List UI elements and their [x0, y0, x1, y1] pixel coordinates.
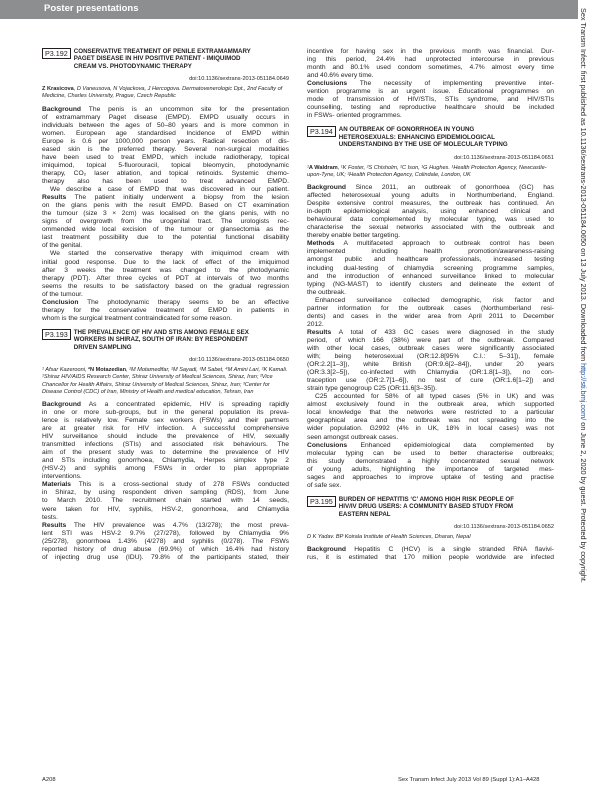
- body-line: [307, 401, 554, 409]
- body-line: [42, 226, 289, 234]
- body-line: [307, 208, 554, 216]
- body-line: [42, 481, 289, 489]
- body-text: reported history of drug abuse (69.9%) of which 16.4% had history: [42, 545, 289, 553]
- body-line: [42, 433, 289, 441]
- body-text: individuals between the ages of 50–80 years and is more common in: [42, 121, 289, 129]
- section-banner: [0, 0, 578, 19]
- body-line: [42, 154, 289, 162]
- body-line: [307, 425, 554, 433]
- body-line: [42, 114, 289, 122]
- body-line: [307, 240, 554, 248]
- body-text: whom is the surgical treatment contraindicated for some reason.: [42, 314, 232, 322]
- body-text: in FSWs- oriented programmes.: [307, 112, 402, 120]
- body-line: [42, 218, 289, 226]
- body-text: this study demonstrated a highly concentrated sexual network: [307, 457, 554, 465]
- section-heading: Conclusions: [307, 80, 348, 88]
- body-line: [42, 267, 289, 275]
- body-line: [42, 242, 289, 250]
- body-line: [307, 112, 554, 120]
- abstract-body-p3-194: [307, 184, 554, 490]
- body-line: [42, 401, 289, 409]
- body-line: [307, 385, 554, 393]
- body-line: [42, 417, 289, 425]
- abstract-code: P3.193: [42, 329, 71, 340]
- body-line: [307, 72, 554, 80]
- author-prefix: ¹ Afsar Kazerooni,: [42, 367, 89, 374]
- body-text: interventions.: [42, 473, 82, 481]
- body-text: ing this period, 24.4% had unprotected intercourse in previous: [307, 56, 554, 64]
- body-text: We started the conservative therapy with imiquimod cream with: [50, 250, 289, 258]
- body-line: [42, 234, 289, 242]
- body-text: characterise the sexual networks associated with the outbreak and: [307, 224, 554, 232]
- body-text: seen amongst outbreak cases.: [307, 433, 399, 441]
- body-line: [307, 442, 554, 450]
- body-text: rus, it is estimated that 170 million people worldwide are infected: [307, 554, 554, 562]
- body-text: mode of transmission of HIV/STIs, STIs syndrome, and HIV/STIs: [307, 96, 554, 104]
- body-line: [42, 291, 289, 299]
- body-text: eased skin is the preferred therapy. Several non-surgical modalities: [42, 145, 289, 153]
- body-line: [307, 248, 554, 256]
- body-line: [42, 275, 289, 283]
- body-text: strain type genogroup C25 (OR:11.6[3–35]).: [307, 385, 437, 393]
- presenting-author: ²N Motazedian: [88, 367, 127, 374]
- body-text: to March 2010. The recruitment chain started with 14 seeds,: [42, 497, 289, 505]
- body-text: vention programme is an urgent issue. Educational programmes on: [307, 88, 554, 96]
- body-text: Despite extensive control measures, the outbreak has continued. An: [307, 200, 554, 208]
- body-text: with; being heterosexual (OR:12.8[95% C.I.: 5–31]), female: [307, 353, 554, 361]
- section-heading: Background: [307, 546, 347, 554]
- body-line: [42, 315, 289, 323]
- body-text: period, of which 166 (38%) were part of the outbreak. Compared: [307, 336, 554, 344]
- body-text: wider population. G2992 (4% in UK, 18% in local cases) was not: [307, 425, 554, 433]
- body-text: (25/278), gonorrhoea 1.43% (4/278) and syphilis (0/278). The FSWs: [42, 537, 289, 545]
- body-text: after 3 weeks the treatment was changed to the photodynamic: [42, 266, 289, 274]
- right-column: [307, 48, 554, 562]
- body-line: [307, 256, 554, 264]
- body-line: [307, 474, 554, 482]
- body-line: [307, 337, 554, 345]
- body-line: [42, 538, 289, 546]
- body-line: [42, 186, 289, 194]
- body-line: [307, 273, 554, 281]
- body-line: [42, 441, 289, 449]
- body-line: [307, 377, 554, 385]
- body-line: [42, 465, 289, 473]
- section-heading: Results: [42, 194, 67, 202]
- body-line: [42, 122, 289, 130]
- body-line: [307, 265, 554, 273]
- body-line: [307, 458, 554, 466]
- body-line: [307, 56, 554, 64]
- body-line: [42, 170, 289, 178]
- author-affiliations: , ¹K Foster, ²S Chisholm, ²C Ison, ¹G Hughes. ¹Health Protection Agency, Newcastle-upon-Tyne, UK; ²Health Protection Agency, Colindale, London, UK: [307, 164, 547, 178]
- abstract-body-p3-193: [42, 401, 289, 562]
- body-text: The photodynamic therapy seems to be an effective: [78, 298, 289, 306]
- body-line: [307, 216, 554, 224]
- body-text: therapy, CO₂ laser ablation, and topical retinoids. Systemic chemo-: [42, 170, 289, 177]
- body-text: are at greater risk for HIV infection. A successful comprehensive: [42, 425, 289, 433]
- body-line: [307, 321, 554, 329]
- body-text: lence is relatively low. Female sex workers (FSWs) and their partners: [42, 417, 289, 425]
- body-text: tests.: [42, 513, 58, 521]
- body-line: [42, 259, 289, 267]
- body-text: C25 accounted for 58% of all typed cases (5% in UK) and was: [315, 393, 554, 401]
- body-line: [307, 80, 554, 88]
- body-line: [42, 307, 289, 315]
- abstract-doi: doi:10.1136/sextrans-2013-051184.0650: [189, 357, 289, 364]
- abstract-authors: [42, 367, 289, 396]
- body-line: [307, 232, 554, 240]
- abstract-title: BURDEN OF HEPATITIS ‘C’ AMONG HIGH RISK PEOPLE OF HIV/IV DRUG USERS: A COMMUNITY BASED STUDY FROM EASTERN NEPAL: [338, 495, 514, 518]
- body-line: [42, 489, 289, 497]
- body-text: behavioural data complemented by molecular typing, was used to: [307, 216, 554, 224]
- body-line: [42, 146, 289, 154]
- body-text: in Shiraz, by using respondent driven sampling (RDS), from June: [42, 489, 289, 497]
- body-text: dents) and cases in the wider area from April 2011 to December: [307, 312, 554, 320]
- body-line: [307, 200, 554, 208]
- abstract-header-p3-194: [307, 126, 554, 148]
- abstract-header-p3-195: [307, 496, 554, 518]
- body-text: almost exclusively found in the outbreak area, which supported: [307, 401, 554, 409]
- abstract-header-p3-193: [42, 329, 289, 351]
- section-banner-title: Poster presentations: [44, 3, 139, 14]
- body-line: [42, 554, 289, 562]
- body-line: [42, 530, 289, 538]
- abstract-code: P3.192: [42, 48, 71, 59]
- body-text: signs of overgrowth from the urogenital tract. The urologists rec-: [42, 218, 289, 226]
- body-text: Enhanced surveillance collected demographic, risk factor and: [315, 296, 554, 304]
- section-heading: Background: [307, 184, 347, 192]
- body-text: affected heterosexual young adults in Northumberland, England.: [307, 192, 554, 200]
- body-text: initial good response. Due to the lack of effect of the imiquimod: [42, 258, 289, 266]
- body-text: Hepatitis C (HCV) is a single stranded RNA flavivi-: [346, 546, 554, 554]
- author-affiliations: , D Vaneusova, N Vojackova, J Hercogova. Dermatovenerologic Dpt., 2nd Faculty of Medicine, Charles University, Prague, Czech Republic: [42, 86, 283, 100]
- body-line: [307, 417, 554, 425]
- journal-citation: Sex Transm Infect July 2013 Vol 89 (Suppl 1):A1–A428: [398, 777, 540, 783]
- section-heading: Background: [42, 400, 82, 408]
- abstract-body-p3-192: [42, 106, 289, 323]
- body-text: on the glans penis with the result EMPD. Based on CT examination: [42, 202, 289, 210]
- body-line: [307, 450, 554, 458]
- section-heading: Methods: [307, 240, 335, 248]
- body-line: [307, 369, 554, 377]
- body-text: with other local cases, outbreak cases were significantly associated: [307, 344, 554, 352]
- body-line: [307, 289, 554, 297]
- body-line: [307, 393, 554, 401]
- author-affiliations: , ²M Motamedifar, ²M Sayadi, ³M Sabet, ⁴M Amini Lari, ²K Kamali. ¹Shiraz HIV/AIDS Research Center, Shiraz University of Medical Sciences, Shiraz, Iran; ²Vice Chancellor for Health Affairs, Shiraz University of Medical Sciences, Shiraz, Iran; ³Center for Disease Control (CDC) of Iran, Ministry of Health and medical education, Tehran, Iran: [42, 367, 288, 395]
- section-heading: Conclusions: [307, 441, 348, 449]
- body-line: [307, 466, 554, 474]
- body-text: We describe a case of EMPD that was discovered in our patient.: [50, 186, 289, 194]
- body-text: imiquimod, topical 5-fluorouracil, topical bleomycin, photodynamic: [42, 161, 289, 169]
- body-line: [42, 514, 289, 522]
- abstract-title: AN OUTBREAK OF GONORRHOEA IN YOUNG HETEROSEXUALS: ENHANCING EPIDEMIOLOGICAL UNDERSTANDING BY THE USE OF MOLECULAR TYPING: [338, 126, 508, 149]
- body-text: month and 80.1% used condom sometimes, 4.7% almost every time: [307, 64, 554, 72]
- body-text: The patient initially underwent a biopsy from the lesion: [66, 194, 289, 202]
- body-text: molecular typing can be used to better characterise outbreaks;: [307, 449, 554, 457]
- abstract-doi: doi:10.1136/sextrans-2013-051184.0652: [454, 524, 554, 531]
- body-text: in-depth epidemiological analysis, using enhanced clinical and: [307, 208, 554, 216]
- sidebar-link[interactable]: http://sti.bmj.com/: [579, 363, 588, 421]
- abstract-body-p3-195: [307, 546, 554, 562]
- body-line: [42, 497, 289, 505]
- section-heading: Results: [42, 521, 67, 529]
- body-text: the tumour (size 3 × 2cm) was localised on the glans penis, with no: [42, 210, 289, 218]
- body-text: lent STI was HSV-2 9.7% (27/278), followed by Chlamydia 9%: [42, 529, 289, 537]
- body-text: therapy for the conservative treatment of EMPD in patients in: [42, 306, 289, 314]
- body-line: [307, 184, 554, 192]
- body-line: [42, 457, 289, 465]
- body-line: [42, 138, 289, 146]
- body-text: therapy also has been used to treat advanced EMPD.: [42, 178, 289, 186]
- body-line: [42, 425, 289, 433]
- body-text: incentive for having sex in the previous month was financial. Dur-: [307, 48, 554, 55]
- body-text: including dual-testing of chlamydia screening programme samples,: [307, 264, 554, 272]
- body-text: As a concentrated epidemic, HIV is spreading rapidly: [81, 400, 289, 408]
- body-text: Enhanced epidemiological data complemented by: [347, 441, 554, 449]
- body-line: [307, 48, 554, 56]
- sidebar-citation-text: Sex Transm Infect: first published as 10.1136/sextrans-2013-051184.0650 on 13 July 2013. Downloaded from: [579, 8, 588, 364]
- abstract-code: P3.194: [307, 126, 336, 137]
- body-line: [307, 353, 554, 361]
- page-number: A208: [42, 777, 56, 783]
- left-column: [42, 48, 289, 562]
- body-line: [307, 305, 554, 313]
- body-line: [42, 449, 289, 457]
- body-text: 2012.: [307, 320, 324, 328]
- body-text: of injecting drug use (IDU). 79.8% of the participants stated, their: [42, 553, 289, 561]
- body-line: [307, 281, 554, 289]
- author-prefix: ¹: [307, 164, 309, 171]
- body-text: A total of 433 GC cases were diagnosed in the study: [331, 328, 554, 336]
- body-line: [42, 546, 289, 554]
- section-heading: Conclusion: [42, 298, 79, 306]
- body-line: [42, 194, 289, 202]
- body-line: [42, 506, 289, 514]
- body-text: Since 2011, an outbreak of gonorrhoea (GC) has: [346, 184, 554, 192]
- body-text: of young adults, highlighting the importance of targeted mes-: [307, 465, 554, 473]
- body-line: [307, 297, 554, 305]
- abstract-authors: [307, 165, 554, 179]
- body-text: of safe sex.: [307, 481, 342, 489]
- body-line: [42, 522, 289, 530]
- body-text: (OR:2.2[1–3]), white British (OR:9.6[2–84]), under 20 years: [307, 361, 554, 369]
- body-line: [42, 178, 289, 186]
- body-line: [307, 554, 554, 562]
- body-line: [307, 224, 554, 232]
- body-text: A multifaceted approach to outbreak control has been: [334, 240, 554, 248]
- body-line: [42, 162, 289, 170]
- body-line: [42, 210, 289, 218]
- body-text: HIV surveillance should include the prevalence of HIV, sexually: [42, 433, 289, 441]
- presenting-author: A Waldram: [308, 164, 338, 171]
- body-text: Europe is 0.6 per 1000,000 person years. Radical resection of dis-: [42, 137, 289, 145]
- body-line: [307, 329, 554, 337]
- body-text: therapy (PDT). After three cycles of PDT at intervals of two months: [42, 274, 289, 282]
- body-line: [307, 345, 554, 353]
- abstract-doi: doi:10.1136/sextrans-2013-051184.0651: [454, 154, 554, 161]
- body-line: [307, 104, 554, 112]
- body-text: have been used to treat EMPD, which include radiotherapy, topical: [42, 153, 289, 161]
- presenting-author: Z Krasicova: [42, 86, 74, 93]
- body-text: local knowledge that the networks were restricted to a particular: [307, 409, 554, 417]
- body-text: implemented including health promotion/awareness-raising: [307, 248, 554, 256]
- body-text: (OR:3.3[2–5]), co-infected with Chlamydia (OR:1.8[1–3]), no con-: [307, 369, 554, 377]
- body-text: were taken for HIV, syphilis, HSV-2, gonorrhoea, and Chlamydia: [42, 505, 289, 513]
- body-text: The penis is an uncommon site for the presentation: [81, 105, 289, 113]
- body-line: [307, 361, 554, 369]
- abstract-title: CONSERVATIVE TREATMENT OF PENILE EXTRAMAMMARY PAGET DISEASE IN HIV POSITIVE PATIENT - IMIQUIMOD CREAM VS. PHOTODYNAMIC THERAPY: [73, 48, 251, 70]
- body-line: [42, 106, 289, 114]
- body-text: seems the results to be satisfactory based on the gradual regression: [42, 282, 289, 290]
- body-line: [42, 473, 289, 481]
- body-text: counselling, testing and reproductive healthcare should be included: [307, 104, 554, 112]
- body-text: geographical area and the outbreak was not spreading into the: [307, 417, 554, 425]
- body-line: [307, 409, 554, 417]
- body-text: and 40.6% every time.: [307, 72, 374, 80]
- body-line: [307, 434, 554, 442]
- body-text: women. European age standardised Incidence of EMPD within: [42, 129, 289, 137]
- sidebar-copyright-text: on June 2, 2020 by guest. Protected by copyright.: [579, 420, 588, 583]
- body-text: (HSV-2) and syphilis among FSWs in order to plan appropriate: [42, 465, 289, 473]
- abstract-title: THE PREVALENCE OF HIV AND STIS AMONG FEMALE SEX WORKERS IN SHIRAZ, SOUTH OF IRAN: BY RESPONDENT DRIVEN SAMPLING: [73, 328, 249, 351]
- body-line: [307, 482, 554, 490]
- body-text: amongst public and healthcare professionals, increased testing: [307, 256, 554, 264]
- body-text: of the genital.: [42, 242, 83, 250]
- abstract-header-p3-192: [42, 48, 289, 70]
- body-text: and the introduction of enhanced surveillance linked to molecular: [307, 272, 554, 280]
- body-line: [42, 202, 289, 210]
- body-line: [42, 409, 289, 417]
- body-text: thereby enable better targeting.: [307, 232, 400, 240]
- body-text: partner information for the outbreak cases (Northumberland resi-: [307, 304, 554, 312]
- body-text: traception use (OR:2.7[1–6]), no test of cure (OR:1.6[1–2]) and: [307, 377, 554, 385]
- body-line: [307, 313, 554, 321]
- body-text: transmitted infections (STIs) and associated risk behaviours. The: [42, 441, 289, 449]
- body-text: the outbreak.: [307, 288, 347, 296]
- body-line: [307, 546, 554, 554]
- body-line: [307, 192, 554, 200]
- citation-sidebar: [578, 8, 588, 788]
- body-text: The HIV prevalence was 4.7% (13/278); the most preva-: [66, 521, 289, 529]
- body-text: ommended wide local excision of the tumour or glansectomia as the: [42, 226, 289, 234]
- body-text: typing (NG-MAST) to identify clusters and delineate the extent of: [307, 280, 554, 288]
- body-line: [307, 64, 554, 72]
- abstract-code: P3.195: [307, 496, 336, 507]
- body-text: of extramammary Paget disease (EMPD). EMPD usually occurs in: [42, 113, 289, 121]
- section-heading: Materials: [42, 481, 71, 489]
- body-text: This is a cross-sectional study of 278 FSWs conducted: [71, 481, 289, 489]
- body-text: in one or more sub-groups, but in the general population its preva-: [42, 408, 289, 416]
- body-text: and STIs including gonorrhoea, Chlamydia, Herpes simplex type 2: [42, 457, 289, 465]
- abstract-body-p3-193-continued: [307, 48, 554, 120]
- section-heading: Background: [42, 105, 82, 113]
- abstract-doi: doi:10.1136/sextrans-2013-051184.0649: [189, 76, 289, 83]
- body-text: The necessity of implementing preventive inter-: [347, 80, 554, 88]
- body-line: [42, 299, 289, 307]
- body-line: [307, 96, 554, 104]
- body-line: [42, 130, 289, 138]
- body-text: last treatment possibility due to the potential functional disability: [42, 234, 289, 242]
- abstract-authors: [307, 534, 554, 541]
- body-line: [307, 88, 554, 96]
- body-text: sages and approaches to improve uptake of testing and practise: [307, 473, 554, 481]
- body-line: [42, 283, 289, 291]
- body-text: aim of the present study was to determine the prevalence of HIV: [42, 449, 289, 457]
- body-text: of the tumour.: [42, 290, 83, 298]
- body-line: [42, 250, 289, 258]
- section-heading: Results: [307, 328, 332, 336]
- author-affiliations: D K Yadav. BP Koirala Institute of Health Sciences, Dharan, Nepal: [307, 534, 471, 541]
- abstract-authors: [42, 86, 289, 100]
